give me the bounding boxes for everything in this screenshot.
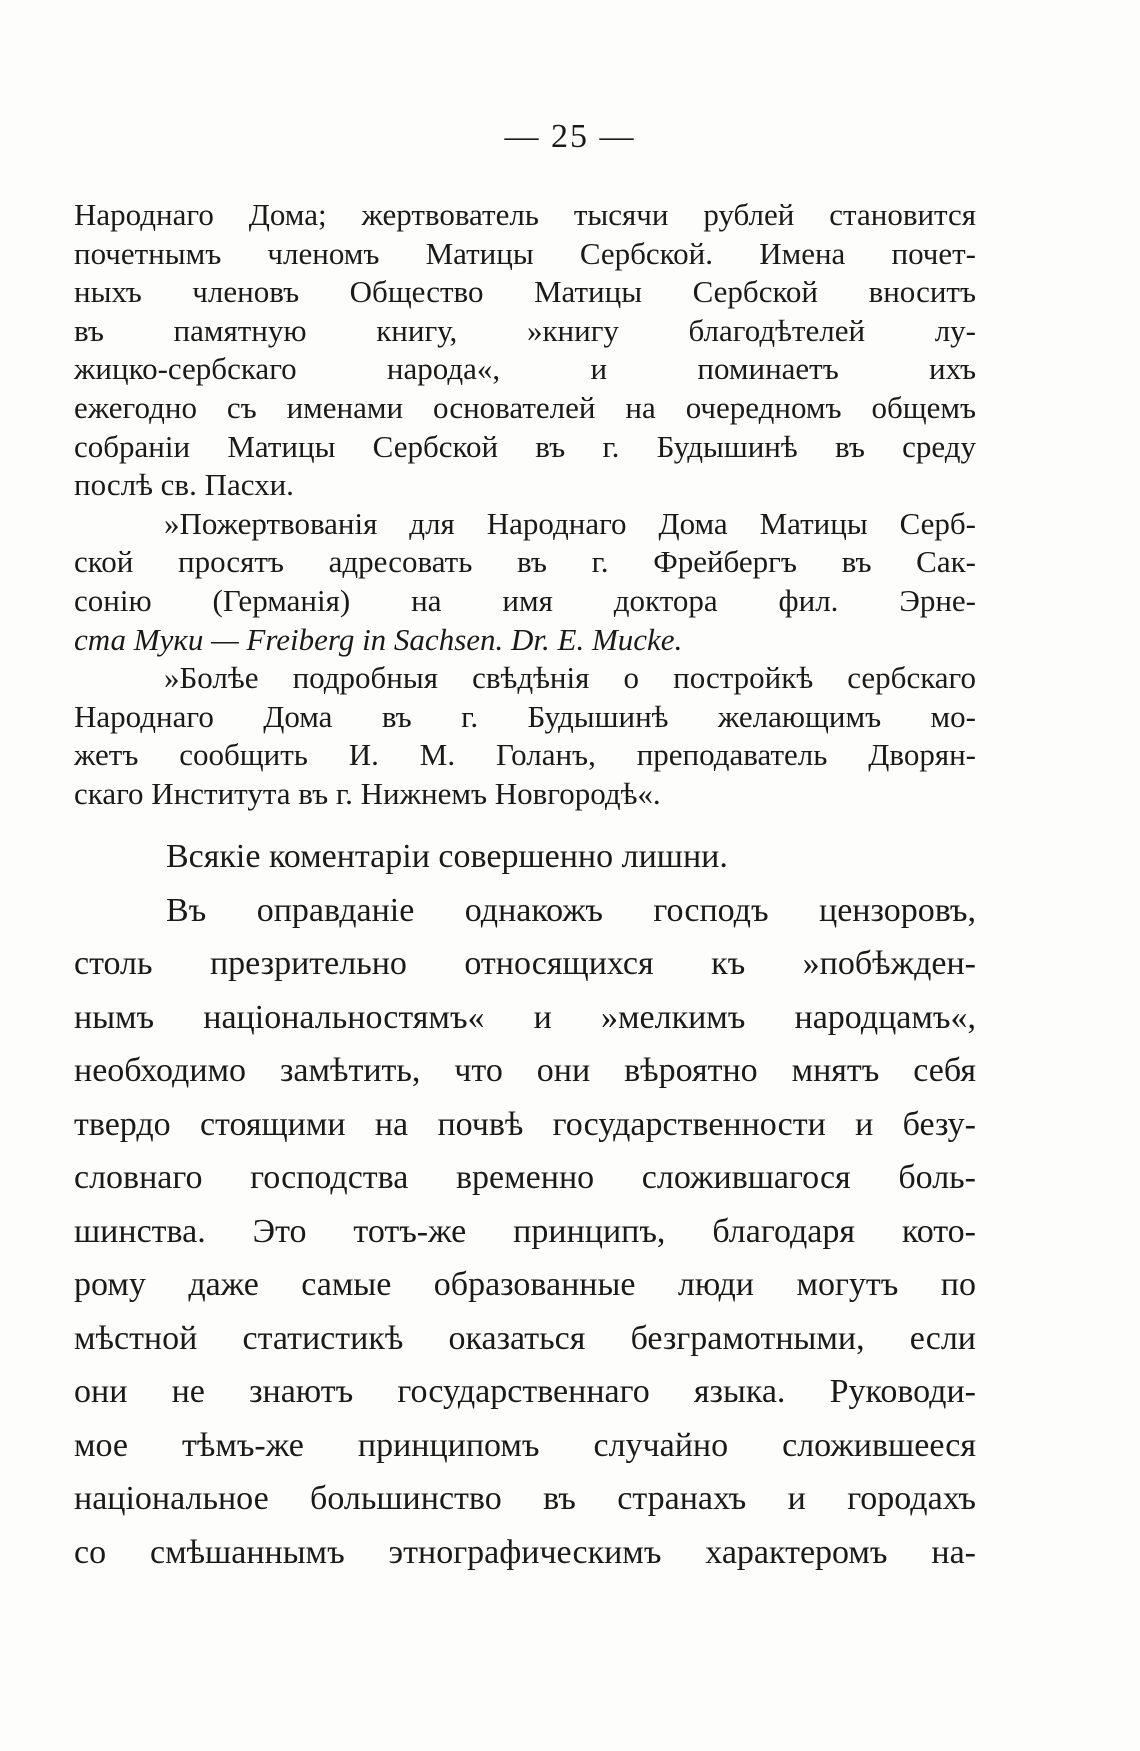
paragraph-line: нымъ національностямъ« и »мелкимъ народцамъ«, — [74, 998, 976, 1036]
quote-line: ныхъ членовъ Общество Матицы Сербской вноситъ — [74, 274, 976, 310]
quote-line: собраніи Матицы Сербской въ г. Будышинѣ въ среду — [74, 428, 976, 464]
quote-line: ской просятъ адресовать въ г. Фрейбергъ въ Сак- — [74, 544, 976, 580]
quote-line: въ памятную книгу, »книгу благодѣтелей лу- — [74, 312, 976, 348]
paragraph-line: мѣстной статистикѣ оказаться безграмотными, если — [74, 1319, 976, 1357]
paragraph-line: словнаго господства временно сложившагося боль- — [74, 1159, 976, 1196]
paragraph-line: рому даже самые образованные люди могутъ по — [74, 1266, 976, 1303]
quote-line: послѣ св. Пасхи. — [74, 467, 294, 503]
paragraph-line: національное большинство въ странахъ и городахъ — [74, 1480, 976, 1517]
quote-line: сонію (Германія) на имя доктора фил. Эрне- — [74, 582, 976, 618]
paragraph-line: Всякіе коментаріи совершенно лишни. — [166, 838, 728, 875]
quote-line: »Пожертвованія для Народнаго Дома Матицы Серб- — [164, 505, 976, 541]
paragraph-line: они не знаютъ государственнаго языка. Руководи- — [74, 1373, 976, 1410]
quote-line: Народнаго Дома въ г. Будышинѣ желающимъ мо- — [74, 698, 976, 734]
paragraph-line: столь презрительно относящихся къ »побѣжден- — [74, 945, 976, 982]
quote-line: почетнымъ членомъ Матицы Сербской. Имена почет- — [74, 235, 976, 271]
paragraph-line: твердо стоящими на почвѣ государственности и безу- — [74, 1105, 976, 1143]
page-number: — 25 — — [504, 118, 636, 155]
quote-line: »Болѣе подробныя свѣдѣнія о постройкѣ сербскаго — [164, 660, 976, 696]
paragraph-line: шинства. Это тотъ-же принципъ, благодаря кото- — [74, 1212, 976, 1250]
quoted-passage — [74, 196, 976, 814]
quote-line: Народнаго Дома; жертвователь тысячи рублей становится — [74, 197, 976, 232]
quote-line: ежегодно съ именами основателей на очередномъ общемъ — [74, 389, 976, 425]
quote-line: жицко-сербскаго народа«, и поминаетъ ихъ — [74, 351, 976, 387]
paragraph-line: мое тѣмъ-же принципомъ случайно сложившееся — [74, 1426, 976, 1464]
main-text — [74, 830, 976, 1579]
paragraph-line: необходимо замѣтить, что они вѣроятно мнятъ себя — [74, 1052, 976, 1089]
paragraph-line: со смѣшаннымъ этнографическимъ характеромъ на- — [74, 1533, 976, 1571]
paragraph-line: Въ оправданіе однакожъ господъ цензоровъ, — [166, 891, 976, 929]
quote-line: жетъ сообщить И. М. Голанъ, преподаватель Дворян- — [74, 737, 976, 773]
quote-line: скаго Института въ г. Нижнемъ Новгородѣ«. — [74, 775, 661, 811]
quote-line: ста Муки — Freiberg in Sachsen. Dr. E. Mucke. — [74, 621, 683, 657]
